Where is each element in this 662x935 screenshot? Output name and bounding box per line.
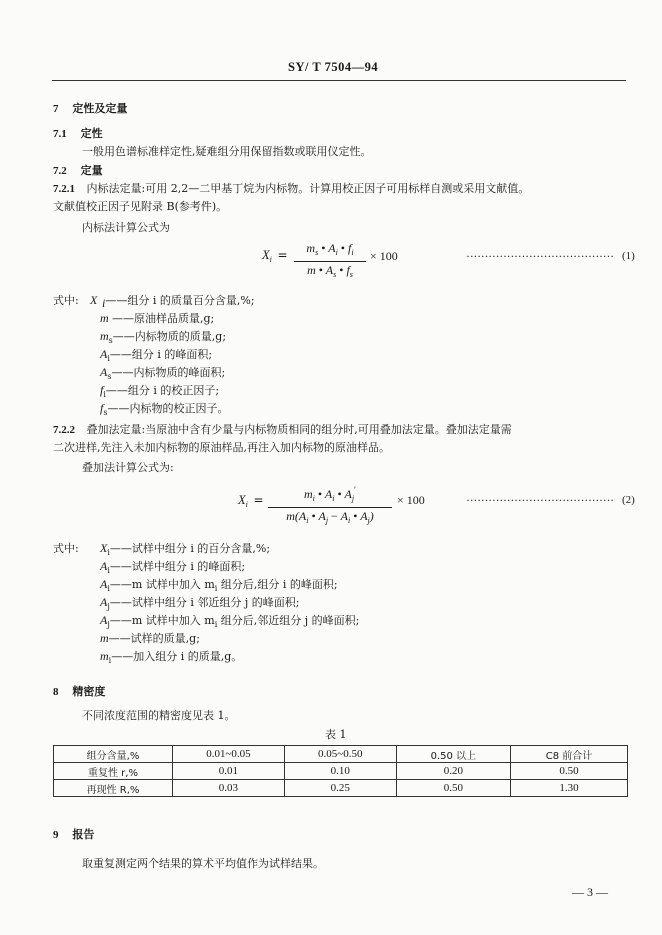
table-cell: 0.25: [284, 780, 396, 797]
standard-code: SY/ T 7504—94: [288, 60, 379, 74]
table-cell: 0.20: [396, 763, 510, 780]
definition-item: $A_j——$试样中组分 i 邻近组分 j 的峰面积;: [100, 595, 300, 611]
section-8-text: 不同浓度范围的精密度见表 1。: [82, 709, 236, 722]
table-header-cell: 组分含量,%: [54, 746, 173, 763]
formula-2-leader: ········································: [466, 493, 614, 507]
table-header-cell: C8 前合计: [511, 746, 628, 763]
table-cell: 0.50: [396, 780, 510, 797]
formula-1-lhs: $X_i$ =: [262, 248, 288, 264]
section-7-2-2-text2: 二次进样,先注入未加内标物的原油样品,再注入加内标物的原油样品。: [53, 441, 390, 454]
formula-1-fraction: [294, 240, 366, 283]
formula-1-numerator: $m_s$ • $A_i$ • $f_i$: [306, 241, 354, 257]
section-7-title: 定性及定量: [72, 102, 128, 115]
section-7-heading: [53, 100, 127, 116]
section-7-2-title: 定量: [80, 164, 103, 177]
section-7-2-2-number: 7.2.2: [53, 424, 75, 436]
section-7-2-1-number: 7.2.1: [53, 183, 75, 195]
section-9-text: 取重复测定两个结果的算术平均值作为试样结果。: [82, 857, 324, 870]
definition-item: m——试样的质量,g;: [100, 631, 200, 645]
definition-item: $f_s——$内标物的校正因子。: [100, 401, 229, 417]
table-cell: 重复性 r,%: [54, 763, 173, 780]
section-7-2-number: 7.2: [53, 165, 67, 177]
table-header-cell: 0.01~0.05: [173, 746, 285, 763]
definition-item: $m_s——$内标物质的质量,g;: [100, 329, 227, 345]
definition-item: $m_i——$加入组分 i 的质量,g。: [100, 649, 243, 665]
formula-2-denominator: $m(A_i$ • $A_j - A_i$ • $A_j$): [286, 509, 374, 525]
section-7-2-2-line1: [53, 421, 512, 437]
section-8-heading: [53, 683, 105, 699]
formula-2-intro: 叠加法计算公式为:: [82, 461, 174, 474]
section-7-2-1-text1: 内标法定量:可用 2,2—二甲基丁烷为内标物。计算用校正因子可用标样自测或采用文献值。: [86, 182, 530, 195]
definition-item: $A_i——$组分 i 的峰面积;: [100, 347, 213, 363]
definition-item: X i——组分 i 的质量百分含量,%;: [90, 293, 255, 310]
section-8-number: 8: [53, 686, 59, 698]
formula-2-number: (2): [622, 494, 635, 506]
formula-1-multiplier: × 100: [370, 249, 398, 263]
table-cell: 0.01: [173, 763, 285, 780]
section-7-2-1-text2: 文献值校正因子见附录 B(参考件)。: [53, 200, 228, 213]
section-7-1-title: 定性: [80, 127, 103, 140]
section-7-2-1-line1: [53, 180, 529, 196]
section-7-1-heading: [53, 125, 103, 141]
table-cell: 1.30: [511, 780, 628, 797]
formula-2-numerator: $m_i$ • $A_i$ • $A_j'$: [303, 485, 357, 503]
definition-item: $A_j——m$ 试样中加入 $m_i$ 组分后,邻近组分 j 的峰面积;: [100, 613, 360, 629]
section-9-title: 报告: [72, 828, 95, 841]
section-7-1-number: 7.1: [53, 128, 67, 140]
section-9-heading: [53, 826, 94, 842]
table-cell: 再现性 R,%: [54, 780, 173, 797]
section-7-2-heading: [53, 162, 103, 178]
table-row: [54, 763, 628, 780]
section-7-number: 7: [53, 103, 59, 115]
table-1-title: 表 1: [325, 728, 347, 741]
table-cell: 0.03: [173, 780, 285, 797]
section-9-number: 9: [53, 829, 59, 841]
definition-item: $A_i——m$ 试样中加入 $m_i$ 组分后,组分 i 的峰面积;: [100, 577, 338, 593]
formula-1-intro: 内标法计算公式为: [82, 221, 170, 234]
definition-item: $A_i——$试样中组分 i 的峰面积;: [100, 559, 246, 575]
precision-table: [53, 745, 628, 797]
where-label-1: 式中:: [53, 294, 79, 307]
table-cell: 0.10: [284, 763, 396, 780]
definition-item: m ——原油样品质量,g;: [100, 311, 215, 325]
where-label-2: 式中:: [53, 542, 79, 555]
formula-1-leader: ········································: [466, 249, 614, 263]
table-cell: 0.50: [511, 763, 628, 780]
table-row: [54, 780, 628, 797]
header-rule: [52, 80, 626, 81]
section-7-2-2-text1: 叠加法定量:当原油中含有少量与内标物质相同的组分时,可用叠加法定量。叠加法定量需: [86, 423, 512, 436]
formula-1-number: (1): [622, 250, 635, 262]
table-header-cell: 0.05~0.50: [284, 746, 396, 763]
formula-1-denominator: m • $A_s$ • $f_s$: [307, 263, 353, 279]
page-number: — 3 —: [572, 885, 608, 899]
definition-item: $X_i——$试样中组分 i 的百分含量,%;: [100, 541, 271, 557]
formula-2-multiplier: × 100: [397, 493, 425, 507]
formula-2-lhs: $X_i$ =: [238, 493, 264, 509]
formula-2-fraction: [268, 482, 392, 529]
section-8-title: 精密度: [72, 685, 106, 698]
definition-item: $f_i——$组分 i 的校正因子;: [100, 383, 220, 399]
table-header-row: [54, 746, 628, 763]
table-header-cell: 0.50 以上: [396, 746, 510, 763]
section-7-1-text: 一般用色谱标准样定性,疑难组分用保留指数或联用仪定性。: [82, 145, 372, 158]
definition-item: $A_s——$内标物质的峰面积;: [100, 365, 226, 381]
